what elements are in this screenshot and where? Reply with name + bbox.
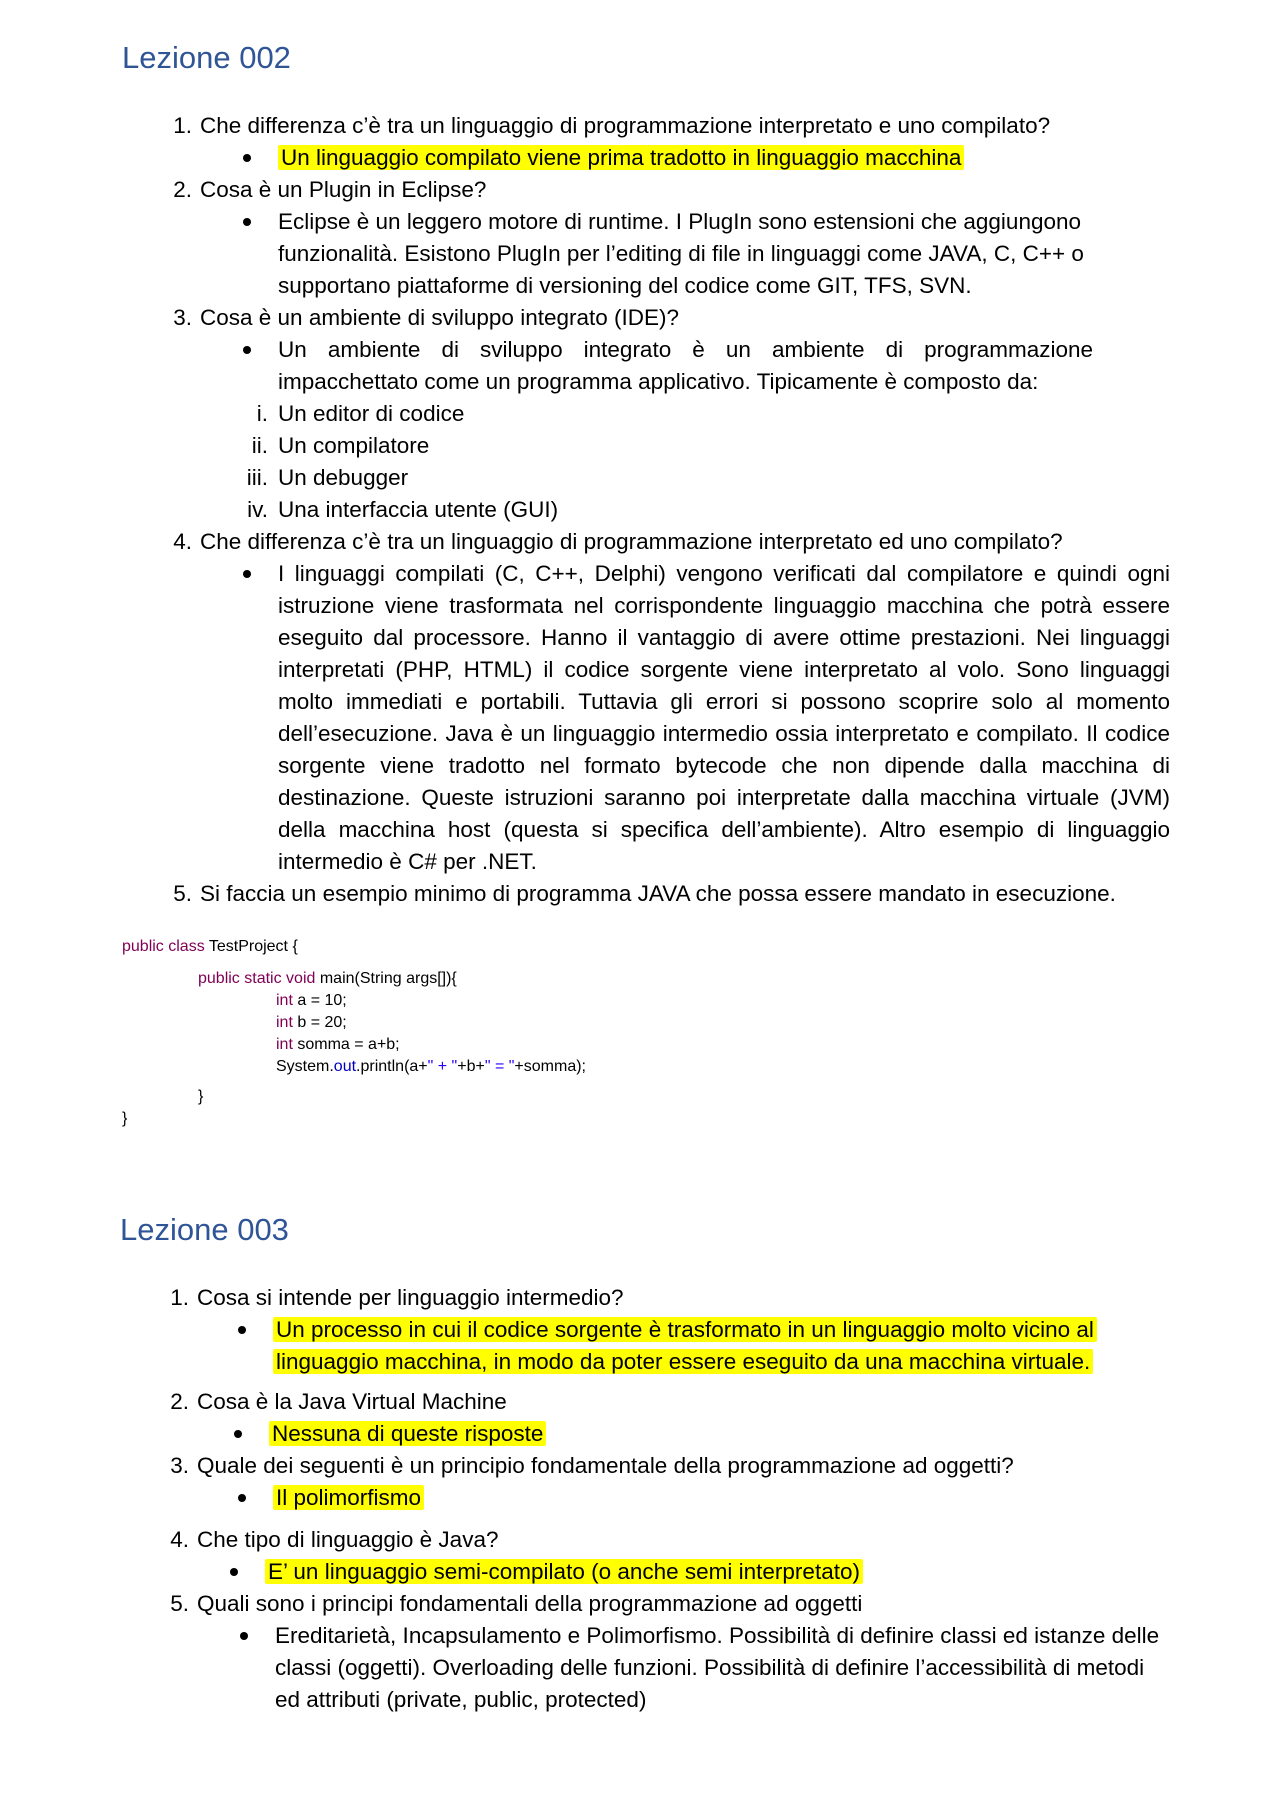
- code-text: .println(a+: [356, 1058, 428, 1075]
- list-item-text: Un debugger: [278, 465, 409, 490]
- code-text: TestProject {: [204, 938, 298, 955]
- lesson-002-questions: [173, 110, 1170, 910]
- code-keyword: public class: [122, 938, 205, 955]
- code-keyword: public static void: [198, 970, 316, 987]
- answer: [275, 1620, 1165, 1716]
- question-number: 1.: [170, 1285, 189, 1310]
- question-text: Cosa è un ambiente di sviluppo integrato (IDE)?: [200, 305, 680, 330]
- question-4: [173, 526, 1170, 878]
- list-item-text: Un editor di codice: [278, 401, 465, 426]
- code-line: [198, 968, 457, 990]
- question-text: Cosa si intende per linguaggio intermedio?: [197, 1285, 624, 1310]
- question-number: 2.: [173, 177, 192, 202]
- question-text: Quali sono i principi fondamentali della programmazione ad oggetti: [197, 1591, 863, 1616]
- question-number: 3.: [170, 1453, 189, 1478]
- code-line: [276, 1056, 586, 1078]
- question-text: Cosa è la Java Virtual Machine: [197, 1389, 507, 1414]
- question-4: [170, 1524, 1177, 1588]
- question-number: 4.: [173, 529, 192, 554]
- question-number: 3.: [173, 305, 192, 330]
- bullet-icon: [230, 1568, 238, 1576]
- question-number: 4.: [170, 1527, 189, 1552]
- answer-text: Ereditarietà, Incapsulamento e Polimorfismo. Possibilità di definire classi ed istanze delle classi (oggetti). Overloading delle funzioni. Possibilità di definire l’accessibilità di metodi ed attributi (private, public, protected): [275, 1623, 1160, 1712]
- question-1: [170, 1282, 1177, 1378]
- answer: [278, 206, 1170, 302]
- question-number: 5.: [170, 1591, 189, 1616]
- question-5: [173, 878, 1170, 910]
- highlighted-answer: Il polimorfismo: [273, 1485, 424, 1510]
- code-text: b = 20;: [292, 1014, 347, 1031]
- question-text: Cosa è un Plugin in Eclipse?: [200, 177, 487, 202]
- list-number: i.: [256, 401, 268, 426]
- question-text: Che differenza c’è tra un linguaggio di programmazione interpretato e uno compilato?: [200, 113, 1051, 138]
- code-keyword: int: [276, 992, 293, 1009]
- answer: [278, 558, 1170, 878]
- list-number: ii.: [251, 433, 268, 458]
- code-field: out: [333, 1058, 357, 1075]
- code-line: [276, 1012, 347, 1034]
- code-text: }: [198, 1088, 204, 1105]
- question-text: Si faccia un esempio minimo di programma JAVA che possa essere mandato in esecuzione.: [200, 881, 1116, 906]
- code-line: [122, 1108, 127, 1130]
- answer-text: Eclipse è un leggero motore di runtime. I PlugIn sono estensioni che aggiungono funzionalità. Esistono PlugIn per l’editing di file in linguaggi come JAVA, C, C++ o supportano piattaforme di versioning del codice come GIT, TFS, SVN.: [278, 209, 1084, 298]
- bullet-icon: [243, 570, 251, 578]
- bullet-icon: [243, 154, 251, 162]
- code-text: +somma);: [514, 1058, 586, 1075]
- list-item: [251, 430, 1170, 462]
- question-text: Quale dei seguenti è un principio fondamentale della programmazione ad oggetti?: [197, 1453, 1014, 1478]
- question-number: 1.: [173, 113, 192, 138]
- lesson-003-questions: [170, 1282, 1177, 1716]
- answer: [278, 142, 1170, 174]
- list-number: iv.: [247, 497, 268, 522]
- question-2: [170, 1386, 1177, 1450]
- code-text: System.: [276, 1058, 334, 1075]
- highlighted-answer: E’ un linguaggio semi-compilato (o anche semi interpretato): [265, 1559, 863, 1584]
- question-1: [173, 110, 1170, 174]
- bullet-icon: [243, 218, 251, 226]
- answer: [278, 334, 1093, 398]
- code-keyword: int: [276, 1036, 293, 1053]
- code-line: [276, 990, 347, 1012]
- question-3: [170, 1450, 1177, 1514]
- code-text: a = 10;: [292, 992, 347, 1009]
- java-code-sample: [122, 936, 586, 1156]
- question-2: [173, 174, 1170, 302]
- ide-components-list: [246, 398, 1170, 526]
- bullet-icon: [240, 1632, 248, 1640]
- list-item-text: Un compilatore: [278, 433, 430, 458]
- question-text: Che tipo di linguaggio è Java?: [197, 1527, 499, 1552]
- code-string: " = ": [484, 1058, 515, 1075]
- bullet-icon: [238, 1326, 246, 1334]
- question-text: Che differenza c’è tra un linguaggio di programmazione interpretato ed uno compilato?: [200, 529, 1063, 554]
- question-3: [173, 302, 1170, 526]
- highlighted-answer: linguaggio macchina, in modo da poter essere eseguito da una macchina virtuale.: [273, 1349, 1093, 1374]
- code-line: [276, 1034, 400, 1056]
- highlighted-answer: Nessuna di queste risposte: [269, 1421, 546, 1446]
- code-line: [122, 936, 298, 958]
- lesson-003-title: Lezione 003: [120, 1212, 289, 1247]
- question-5: [170, 1588, 1177, 1716]
- list-item: [247, 494, 1170, 526]
- bullet-icon: [243, 346, 251, 354]
- answer: [273, 1482, 1177, 1514]
- answer-text: I linguaggi compilati (C, C++, Delphi) vengono verificati dal compilatore e quindi ogni istruzione viene trasformata nel corrispondente linguaggio macchina che potrà essere eseguito dal processore. Hanno il vantaggio di avere ottime prestazioni. Nei linguaggi interpretati (PHP, HTML) il codice sorgente viene interpretato al volo. Sono linguaggi molto immediati e portabili. Tuttavia gli errori si possono scoprire solo al momento dell’esecuzione. Java è un linguaggio intermedio ossia interpretato e compilato. Il codice sorgente viene tradotto nel formato bytecode che non dipende dalla macchina di destinazione. Queste istruzioni saranno poi interpretate dalla macchina virtuale (JVM) della macchina host (questa si specifica dell’ambiente). Altro esempio di linguaggio intermedio è C# per .NET.: [278, 561, 1170, 874]
- bullet-icon: [238, 1494, 246, 1502]
- code-text: }: [122, 1110, 128, 1127]
- answer: [269, 1418, 1177, 1450]
- list-item-text: Una interfaccia utente (GUI): [278, 497, 559, 522]
- question-number: 2.: [170, 1389, 189, 1414]
- code-text: +b+: [457, 1058, 485, 1075]
- code-line: [198, 1086, 203, 1108]
- highlighted-answer: Un linguaggio compilato viene prima tradotto in linguaggio macchina: [278, 145, 964, 170]
- lesson-002-title: Lezione 002: [122, 40, 291, 75]
- question-number: 5.: [173, 881, 192, 906]
- bullet-icon: [234, 1430, 242, 1438]
- code-string: " + ": [427, 1058, 458, 1075]
- list-item: [256, 398, 1170, 430]
- answer: [273, 1314, 1177, 1378]
- list-item: [246, 462, 1170, 494]
- list-number: iii.: [246, 465, 268, 490]
- answer: [265, 1556, 1177, 1588]
- code-keyword: int: [276, 1014, 293, 1031]
- code-text: main(String args[]){: [315, 970, 457, 987]
- code-text: somma = a+b;: [292, 1036, 400, 1053]
- answer-text: Un ambiente di sviluppo integrato è un ambiente di programmazione impacchettato come un programma applicativo. Tipicamente è composto da:: [278, 337, 1093, 394]
- highlighted-answer: Un processo in cui il codice sorgente è trasformato in un linguaggio molto vicino al: [273, 1317, 1097, 1342]
